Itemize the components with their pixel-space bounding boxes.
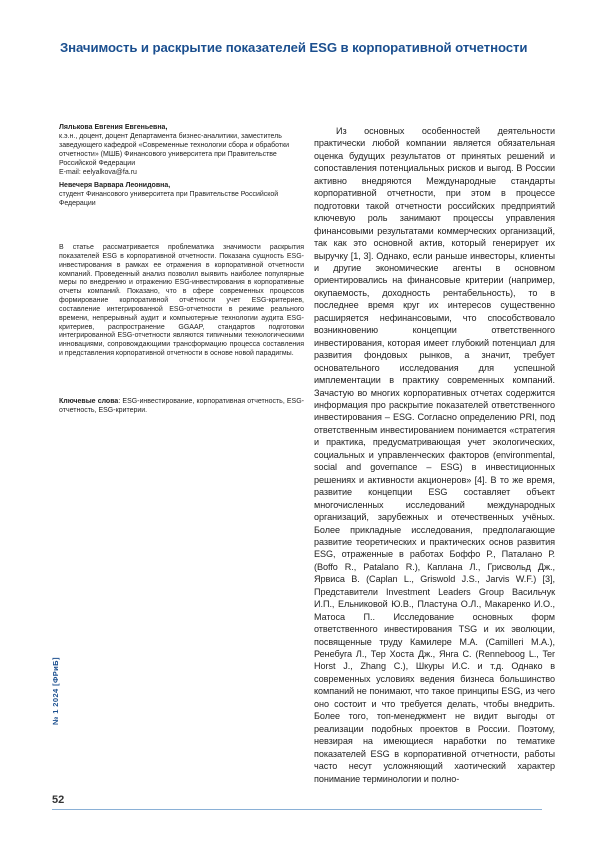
keywords-text: : ESG-инвестирование, корпоративная отчетность, ESG-отчетность, ESG-критерии. — [59, 398, 305, 414]
author-details: к.э.н., доцент, доцент Департамента бизнес-аналитики, заместитель заведующего кафедрой «Современные технологии сбора и обработки отчетности» (МШБ) Финансового университета при Правительстве Российской Федерации — [59, 132, 290, 167]
issue-sidebar: № 1 2024 [ФРиБ] — [51, 657, 60, 725]
article-body — [314, 125, 555, 785]
author-block — [59, 124, 304, 209]
keywords-label: Ключевые слова — [59, 398, 119, 405]
body-paragraph: Из основных особенностей деятельности практически любой компании является обязательная оценка будущих результатов от принятых решений и сопоставления потенциальных рисков и выгод. В России активно внедряются Международные стандарты корпоративной отчетности, при этом в процессе подготовки такой отчетности российских предприятий ключевую роль занимают процессы управления финансовыми результатами коммерческих организаций, так как это основной актив, который генерирует их выручку [1, 3]. Однако, если раньше инвесторы, клиенты и другие экономические агенты в основном ориентировались на финансовые критерии (например, окупаемость, доходность рентабельность), то в последнее время круг их интересов существенно расширяется нефинансовыми, что способствовало возникновению концепции ответственного инвестирования, которая имеет глубокий потенциал для развития фондовых рынков, а значит, требует основательного исследования для успешной имплементации в практику современных компаний. Зачастую во многих корпоративных отчетах содержится информация про раскрытие показателей ответственного инвестирования – ESG. Согласно определению PRI, под ответственным инвестированием понимается «стратегия и практика, предусматривающая учет экологических, социальных и управленческих факторов (environmental, social and governance – ESG) в инвестиционных решениях и активности акционеров» [4]. В то же время, развитие концепции ESG составляет объект многочисленных исследований международных организаций, зарубежных и отечественных учёных. Более прикладные исследования, предполагающие развитие теоретических и практических основ развития ESG, отраженные в работах Боффо Р., Паталано Р. (Boffo R., Patalano R.), Каплана Л., Грисвольд Дж., Ярвиса В. (Caplan L., Griswold J.S., Jarvis W.F.) [3], Представители Investment Leaders Group Васильчук И.П., Ельниковой Ю.В., Пластуна О.Л., Макаренко И.О., Матоса П.. Исследование основных форм ответственного инвестирования TSG и их эволюции, посвященные труду Камилере М.А. (Camilleri M.A.), Ренебуга Л., Тер Хоста Дж., Янга С. (Renneboog L., Ter Horst J., Zhang C.), Шкуры И.С. и т.д. Однако в современных условиях ведения бизнеса большинство компаний не понимают, что такое принципы ESG, из чего оно состоит и что требуется делать, чтобы внедрить. Более того, топ-менеджмент не видит выгоды от реализации подобных проектов в России. Поэтому, невзирая на имеющиеся наработки по тематике показателей ESG в корпоративной отчетности, работы часто несут усложняющий хаотический характер понимание терминологии и полно- — [314, 126, 555, 784]
abstract: В статье рассматривается проблематика значимости раскрытия показателей ESG в корпоративной отчетности. Показана сущность ESG-инвестирования в рамках ее отражения в корпоративной отчетности компаний. Проведенный анализ позволил выявить наиболее популярные меры по внедрению и отражению ESG-инвестирования в корпоративные отчеты компаний. Показано, что в сфере современных процессов формирование корпоративной отчётности учет ESG-критериев, составление интегрированной ESG-отчетности в режиме реального времени, непрерывный аудит и компьютерные технологии аудита ESG-критериев, распространение GGAAP, стандартов подготовки интегрированной ESG-отчетности являются типичными технологическими инновациями, сопровождающими трансформацию процесса составления и представления корпоративной отчетности в основе новой парадигмы. — [59, 244, 304, 358]
author-name: Лялькова Евгения Евгеньевна, — [59, 124, 168, 131]
page-number: 52 — [52, 794, 65, 806]
author-details: студент Финансового университета при Правительстве Российской Федерации — [59, 191, 279, 208]
author-name: Невечеря Варвара Леонидовна, — [59, 182, 171, 190]
article-title: Значимость и раскрытие показателей ESG в корпоративной отчетности — [60, 40, 528, 55]
footer-rule — [52, 809, 542, 810]
author-email[interactable]: E-mail: eelyalkova@fa.ru — [59, 168, 137, 176]
author-2 — [59, 182, 304, 209]
keywords — [59, 398, 304, 416]
author-1 — [59, 124, 304, 177]
